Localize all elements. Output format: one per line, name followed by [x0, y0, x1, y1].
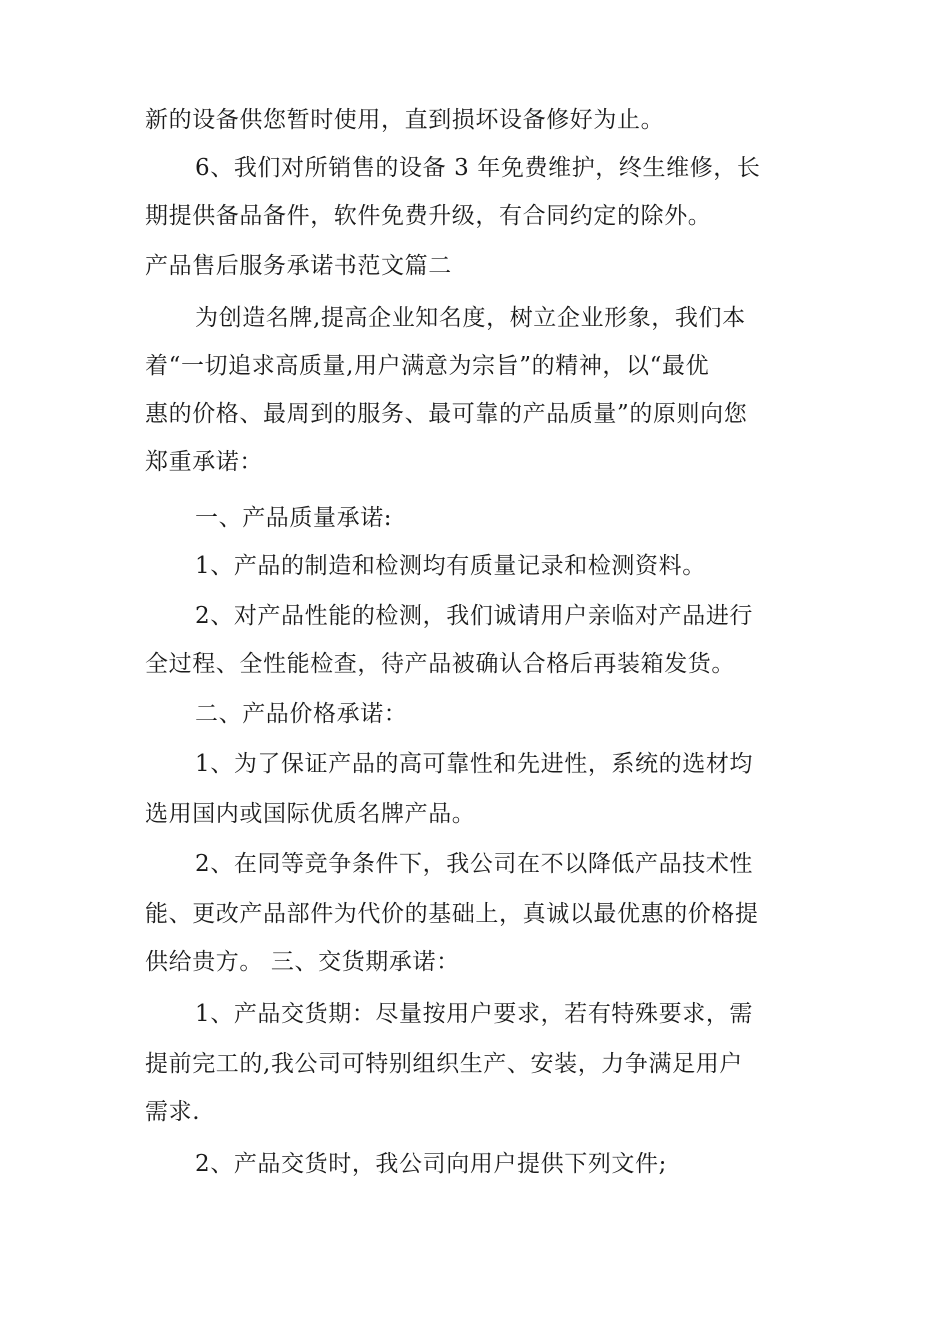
text-line: 供给贵方。 三、交货期承诺：	[145, 949, 460, 975]
section-heading: 产品售后服务承诺书范文篇二	[145, 253, 452, 279]
text-line: 1、为了保证产品的高可靠性和先进性，系统的选材均	[195, 751, 754, 777]
text-line: 2、在同等竞争条件下，我公司在不以降低产品技术性	[195, 851, 754, 877]
text-line: 为创造名牌,提高企业知名度，树立企业形象，我们本	[195, 305, 746, 331]
text-line: 着“一切追求高质量,用户满意为宗旨”的精神，以“最优	[145, 353, 710, 379]
text-line: 1、产品交货期：尽量按用户要求，若有特殊要求，需	[195, 1001, 754, 1027]
text-line: 2、产品交货时，我公司向用户提供下列文件;	[195, 1151, 667, 1177]
text-line: 2、对产品性能的检测，我们诚请用户亲临对产品进行	[195, 603, 754, 629]
text-line: 需求.	[145, 1099, 201, 1125]
text-line: 选用国内或国际优质名牌产品。	[145, 801, 476, 827]
text-line: 提前完工的,我公司可特别组织生产、安装，力争满足用户	[145, 1051, 743, 1077]
subheading: 二、产品价格承诺：	[195, 701, 408, 727]
text-line: 郑重承诺：	[145, 449, 263, 475]
subheading: 一、产品质量承诺:	[195, 505, 393, 531]
text-line: 新的设备供您暂时使用，直到损坏设备修好为止。	[145, 107, 665, 133]
text-line: 全过程、全性能检查，待产品被确认合格后再装箱发货。	[145, 651, 735, 677]
text-line: 期提供备品备件，软件免费升级，有合同约定的除外。	[145, 203, 712, 229]
text-line: 能、更改产品部件为代价的基础上，真诚以最优惠的价格提	[145, 901, 759, 927]
text-line: 惠的价格、最周到的服务、最可靠的产品质量”的原则向您	[145, 401, 748, 427]
text-line: 1、产品的制造和检测均有质量记录和检测资料。	[195, 553, 706, 579]
text-line: 6、我们对所销售的设备 3 年免费维护，终生维修，长	[195, 155, 761, 181]
